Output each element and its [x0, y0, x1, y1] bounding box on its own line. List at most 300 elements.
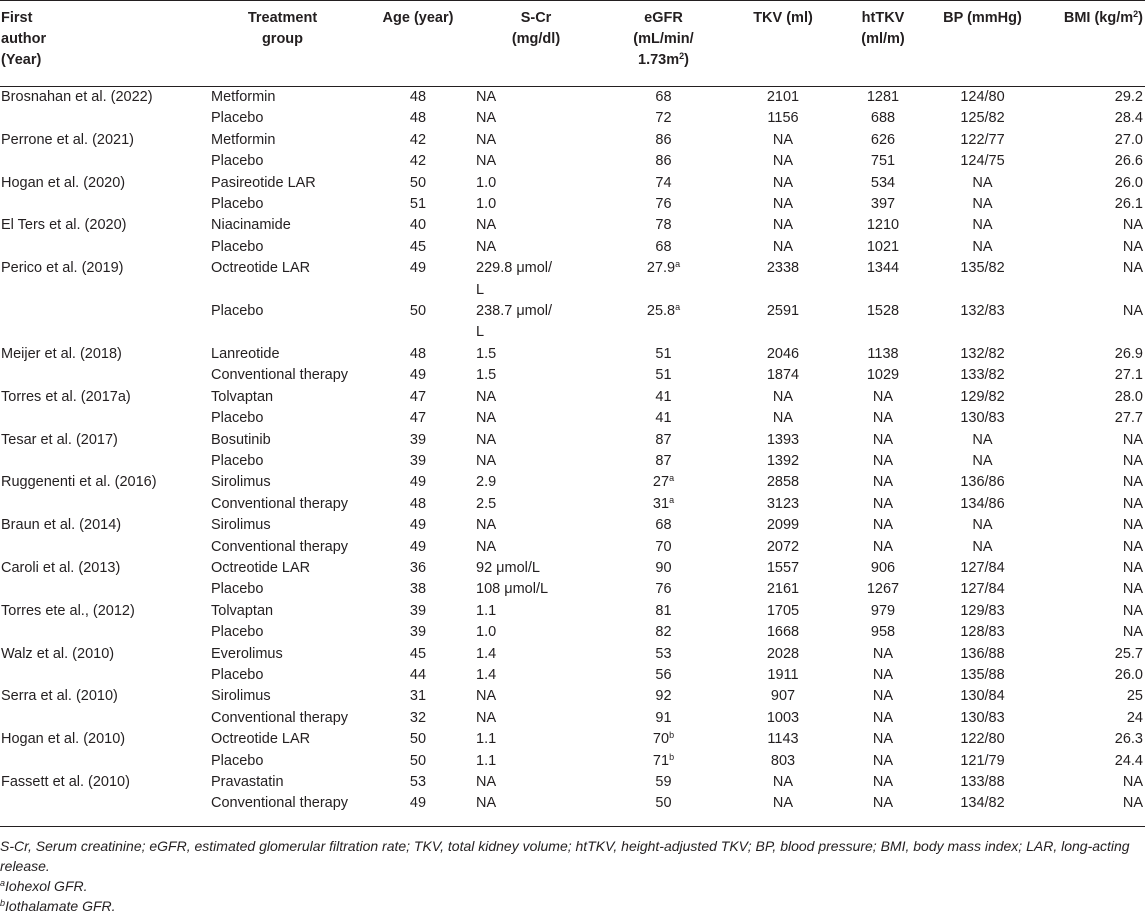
cell-bmi: 28.0 — [1114, 388, 1143, 405]
cell-egfr: 25.8$^a$ — [646, 302, 681, 320]
cell-author: Fassett et al. (2010) — [1, 774, 130, 790]
cell-author: Braun et al. (2014) — [1, 517, 122, 534]
cell-author — [0, 708, 200, 729]
footnote-a: $^a$Iohexol GFR. — [0, 878, 88, 894]
cell-bp: NA — [972, 538, 993, 555]
cell-tkv: NA — [772, 217, 794, 234]
cell-age: 38 — [409, 581, 427, 598]
cell-egfr: 86 — [655, 131, 672, 148]
footnote-marker: b — [669, 730, 675, 741]
cell-egfr: 51 — [655, 367, 672, 384]
cell-egfr: 72 — [655, 110, 672, 127]
cell-tkv: NA — [772, 388, 794, 405]
cell-bmi: NA — [1122, 602, 1143, 619]
cell-scr: NA — [476, 517, 497, 534]
table-row — [0, 237, 1145, 258]
table-row — [0, 558, 1145, 579]
cell-bmi: NA — [1122, 303, 1143, 320]
cell-bp: 135/82 — [960, 260, 1005, 277]
cell-scr: 1.5 — [476, 367, 497, 384]
cell-bp: 124/75 — [960, 153, 1005, 170]
cell-treatment-group: Placebo — [211, 666, 264, 683]
cell-treatment-group: Placebo — [211, 196, 264, 213]
cell-author: Serra et al. (2010) — [1, 688, 118, 705]
cell-scr: NA — [476, 431, 497, 448]
cell-egfr: 27.9$^a$ — [646, 259, 681, 277]
cell-bp: NA — [972, 174, 993, 191]
cell-httkv: NA — [872, 474, 894, 491]
table-row — [0, 751, 1145, 772]
cell-scr: 1.0 — [476, 624, 497, 641]
table-row — [0, 301, 1145, 344]
cell-treatment-group: Placebo — [211, 238, 264, 255]
cell-treatment-group: Pasireotide LAR — [211, 174, 316, 191]
cell-treatment-group: Conventional therapy — [211, 367, 349, 384]
table-row — [0, 173, 1145, 194]
cell-bmi: 25.7 — [1114, 645, 1143, 662]
cell-egfr: 81 — [655, 602, 672, 619]
cell-bmi: NA — [1122, 795, 1143, 812]
cell-scr: NA — [476, 688, 497, 705]
cell-bmi: NA — [1122, 624, 1143, 641]
cell-treatment-group: Octreotide LAR — [211, 559, 311, 576]
cell-scr: NA — [476, 795, 497, 812]
cell-author: Torres et al. (2017a) — [1, 388, 131, 405]
footnote-marker: a — [669, 494, 675, 505]
cell-bmi: 27.0 — [1114, 131, 1143, 148]
cell-httkv: 1344 — [866, 260, 900, 277]
cell-egfr: 56 — [655, 666, 672, 683]
cell-treatment-group: Placebo — [211, 153, 264, 170]
cell-egfr: 70$^b$ — [652, 730, 675, 748]
cell-scr: NA — [476, 131, 497, 148]
cell-egfr: 50 — [655, 795, 672, 812]
cell-author — [0, 793, 200, 814]
cell-treatment-group: Octreotide LAR — [211, 731, 311, 748]
cell-httkv: NA — [872, 774, 894, 790]
cell-author: Brosnahan et al. (2022) — [1, 89, 153, 105]
cell-bp: 129/83 — [960, 602, 1005, 619]
table-row — [0, 215, 1145, 236]
cell-age: 48 — [409, 495, 427, 512]
cell-author: Hogan et al. (2020) — [1, 174, 126, 191]
cell-author — [0, 151, 200, 172]
cell-tkv: 1668 — [766, 624, 800, 641]
cell-treatment-group: Placebo — [211, 752, 264, 769]
cell-httkv: 1029 — [866, 367, 900, 384]
cell-scr: 238.7 μmol/ L — [476, 303, 553, 341]
cell-author: Perrone et al. (2021) — [1, 131, 134, 148]
table-row — [0, 793, 1145, 814]
cell-httkv: NA — [872, 666, 894, 683]
cell-egfr: 78 — [655, 217, 672, 234]
cell-bmi: NA — [1122, 474, 1143, 491]
cell-scr: 1.4 — [476, 645, 497, 662]
cell-httkv: 1281 — [866, 89, 900, 105]
cell-bp: NA — [972, 196, 993, 213]
footnote-marker: a — [675, 259, 681, 270]
cell-egfr: 27$^a$ — [652, 473, 675, 491]
cell-httkv: NA — [872, 731, 894, 748]
cell-bp: 132/83 — [960, 303, 1005, 320]
cell-httkv: 1138 — [867, 345, 899, 362]
cell-tkv: NA — [772, 238, 794, 255]
cell-scr: 1.1 — [476, 752, 497, 769]
cell-scr: 108 μmol/L — [476, 581, 549, 598]
cell-author — [0, 408, 200, 429]
cell-scr: 1.0 — [476, 174, 497, 191]
cell-tkv: 1705 — [766, 602, 800, 619]
cell-treatment-group: Conventional therapy — [211, 795, 349, 812]
cell-egfr: 31$^a$ — [652, 494, 675, 512]
cell-treatment-group: Sirolimus — [211, 688, 271, 705]
cell-bp: NA — [972, 238, 993, 255]
col-header-scr: S-Cr (mg/dl) — [511, 10, 561, 47]
header-row — [0, 0, 1145, 87]
table-row — [0, 408, 1145, 429]
footnote-marker: b — [669, 751, 675, 762]
table-row — [0, 87, 1145, 108]
cell-author — [0, 108, 200, 129]
cell-bmi: NA — [1122, 238, 1143, 255]
cell-bmi: 24.4 — [1114, 752, 1143, 769]
cell-author — [0, 665, 200, 686]
cell-bmi: NA — [1122, 581, 1143, 598]
cell-age: 39 — [409, 602, 427, 619]
cell-scr: NA — [476, 538, 497, 555]
cell-tkv: 1874 — [766, 367, 800, 384]
col-header-age: Age (year) — [382, 10, 454, 26]
cell-tkv: 1156 — [767, 110, 799, 127]
cell-bmi: 26.1 — [1114, 196, 1143, 213]
table-row — [0, 644, 1145, 665]
cell-treatment-group: Tolvaptan — [211, 602, 274, 619]
cell-tkv: 1393 — [766, 431, 800, 448]
cell-treatment-group: Sirolimus — [211, 517, 271, 534]
cell-bmi: 27.1 — [1114, 367, 1143, 384]
cell-bp: 130/83 — [960, 709, 1005, 726]
cell-author — [0, 751, 200, 772]
cell-tkv: 2161 — [766, 581, 800, 598]
cell-author: Ruggenenti et al. (2016) — [1, 474, 157, 491]
cell-bmi: 29.2 — [1114, 89, 1143, 105]
cell-scr: NA — [476, 217, 497, 234]
cell-httkv: 906 — [870, 559, 896, 576]
cell-age: 51 — [409, 196, 427, 213]
cell-tkv: NA — [772, 153, 794, 170]
cell-bp: 125/82 — [960, 110, 1005, 127]
cell-bp: 121/79 — [960, 752, 1005, 769]
table-row — [0, 686, 1145, 707]
col-header-group: Treatment group — [247, 10, 318, 47]
cell-scr: NA — [476, 153, 497, 170]
cell-bmi: 26.0 — [1114, 666, 1143, 683]
cell-httkv: NA — [872, 688, 894, 705]
cell-egfr: 51 — [655, 345, 672, 362]
cell-age: 48 — [409, 345, 427, 362]
cell-egfr: 74 — [655, 174, 672, 191]
cell-tkv: 2028 — [766, 645, 800, 662]
cell-bmi: 26.9 — [1114, 345, 1143, 362]
cell-bp: 133/88 — [960, 774, 1005, 790]
cell-egfr: 59 — [655, 774, 672, 790]
cell-egfr: 68 — [655, 517, 672, 534]
footnote-b: $^b$Iothalamate GFR. — [0, 898, 116, 914]
cell-httkv: NA — [872, 795, 894, 812]
cell-age: 39 — [409, 452, 427, 469]
cell-bp: 134/86 — [960, 495, 1005, 512]
cell-tkv: NA — [772, 196, 794, 213]
cell-tkv: 803 — [770, 752, 796, 769]
cell-treatment-group: Placebo — [211, 110, 264, 127]
cell-tkv: 2072 — [766, 538, 800, 555]
cell-treatment-group: Placebo — [211, 624, 264, 641]
cell-treatment-group: Conventional therapy — [211, 538, 349, 555]
cell-scr: 1.0 — [476, 196, 497, 213]
cell-age: 47 — [409, 410, 427, 427]
abbreviations-note: S-Cr, Serum creatinine; eGFR, estimated glomerular filtration rate; TKV, total kidney volume; htTKV, height-adjusted TKV; BP, blood pressure; BMI, body mass index; LAR, long-acting release. — [0, 838, 1130, 874]
cell-bmi: NA — [1122, 517, 1143, 534]
cell-age: 31 — [409, 688, 427, 705]
cell-scr: 229.8 μmol/ L — [476, 260, 553, 298]
cell-age: 32 — [409, 709, 427, 726]
table-row — [0, 151, 1145, 172]
table-row — [0, 622, 1145, 643]
cell-bp: 129/82 — [960, 388, 1005, 405]
cell-httkv: 1210 — [866, 217, 900, 234]
table-row — [0, 430, 1145, 451]
cell-scr: NA — [476, 89, 497, 105]
cell-egfr: 82 — [655, 624, 672, 641]
cell-bmi: NA — [1122, 774, 1143, 790]
cell-bp: NA — [972, 217, 993, 234]
cell-age: 40 — [409, 217, 427, 234]
table-row — [0, 130, 1145, 151]
footnote-marker: a — [675, 302, 681, 313]
cell-egfr: 87 — [655, 452, 672, 469]
cell-tkv: 1392 — [766, 452, 800, 469]
cell-egfr: 68 — [655, 238, 672, 255]
cell-tkv: 2099 — [766, 517, 800, 534]
cell-scr: 2.5 — [476, 495, 497, 512]
cell-age: 39 — [409, 624, 427, 641]
cell-age: 50 — [409, 174, 427, 191]
cell-tkv: 2101 — [766, 89, 800, 105]
col-header-author: First author (Year) — [1, 10, 47, 68]
cell-treatment-group: Metformin — [211, 131, 276, 148]
cell-bp: 136/86 — [960, 474, 1005, 491]
cell-age: 49 — [409, 795, 427, 812]
cell-bmi: 27.7 — [1114, 410, 1143, 427]
cell-httkv: 626 — [870, 131, 896, 148]
cell-age: 42 — [409, 131, 427, 148]
cell-age: 49 — [409, 474, 427, 491]
cell-tkv: NA — [772, 774, 794, 790]
col-header-tkv: TKV (ml) — [753, 10, 813, 26]
cell-egfr: 87 — [655, 431, 672, 448]
cell-age: 45 — [409, 645, 427, 662]
cell-scr: NA — [476, 388, 497, 405]
cell-treatment-group: Placebo — [211, 303, 264, 320]
cell-treatment-group: Lanreotide — [211, 345, 280, 362]
cell-age: 48 — [409, 89, 427, 105]
cell-author: El Ters et al. (2020) — [1, 217, 127, 234]
cell-treatment-group: Tolvaptan — [211, 388, 274, 405]
cell-age: 49 — [409, 260, 427, 277]
cell-bp: NA — [972, 517, 993, 534]
cell-tkv: 1143 — [767, 731, 799, 748]
cell-bmi: NA — [1122, 452, 1143, 469]
cell-bp: 132/82 — [960, 345, 1005, 362]
cell-age: 45 — [409, 238, 427, 255]
cell-age: 49 — [409, 517, 427, 534]
table-row — [0, 601, 1145, 622]
cell-httkv: NA — [872, 538, 894, 555]
cell-httkv: NA — [872, 645, 894, 662]
cell-egfr: 91 — [655, 709, 672, 726]
cell-bmi: NA — [1122, 431, 1143, 448]
cell-bmi: NA — [1122, 217, 1143, 234]
table-row — [0, 344, 1145, 365]
cell-httkv: 1528 — [866, 303, 900, 320]
cell-age: 36 — [409, 559, 427, 576]
cell-tkv: NA — [772, 131, 794, 148]
cell-bmi: NA — [1122, 495, 1143, 512]
cell-httkv: NA — [872, 410, 894, 427]
cell-bp: 136/88 — [960, 645, 1005, 662]
cell-treatment-group: Octreotide LAR — [211, 260, 311, 277]
cell-scr: NA — [476, 774, 497, 790]
cell-tkv: 2338 — [766, 260, 800, 277]
cell-age: 50 — [409, 303, 427, 320]
cell-bp: 122/77 — [960, 131, 1005, 148]
cell-tkv: NA — [772, 174, 794, 191]
cell-author: Walz et al. (2010) — [1, 645, 115, 662]
cell-tkv: 2858 — [766, 474, 800, 491]
cell-httkv: 1021 — [866, 238, 900, 255]
table-row — [0, 365, 1145, 386]
cell-bmi: NA — [1122, 260, 1143, 277]
cell-httkv: 688 — [870, 110, 896, 127]
cell-bp: NA — [972, 431, 993, 448]
cell-tkv: 1003 — [766, 709, 800, 726]
cell-author — [0, 365, 200, 386]
cell-bmi: NA — [1122, 538, 1143, 555]
cell-httkv: NA — [872, 517, 894, 534]
table-row — [0, 665, 1145, 686]
table-body — [0, 87, 1145, 815]
cell-age: 42 — [409, 153, 427, 170]
cell-author — [0, 494, 200, 515]
cell-bp: 127/84 — [960, 559, 1005, 576]
table-row — [0, 772, 1145, 793]
cell-egfr: 76 — [655, 196, 672, 213]
cell-scr: NA — [476, 110, 497, 127]
cell-bmi: NA — [1122, 559, 1143, 576]
table-footnotes — [0, 836, 1140, 916]
cell-age: 49 — [409, 538, 427, 555]
cell-bmi: 26.6 — [1114, 153, 1143, 170]
cell-scr: 1.1 — [476, 731, 497, 748]
table-row — [0, 472, 1145, 493]
cell-author: Meijer et al. (2018) — [1, 345, 122, 362]
cell-age: 48 — [409, 110, 427, 127]
cell-age: 47 — [409, 388, 427, 405]
cell-bp: 133/82 — [960, 367, 1005, 384]
col-header-httkv: htTKV (ml/m) — [861, 10, 905, 47]
cell-bmi: 28.4 — [1114, 110, 1143, 127]
cell-author — [0, 237, 200, 258]
cell-httkv: 751 — [870, 153, 896, 170]
cell-tkv: 2046 — [766, 345, 800, 362]
cell-author: Perico et al. (2019) — [1, 260, 124, 277]
cell-scr: 1.5 — [476, 345, 497, 362]
cell-treatment-group: Niacinamide — [211, 217, 291, 234]
footnote-marker: a — [669, 473, 675, 484]
cell-treatment-group: Placebo — [211, 452, 264, 469]
cell-author — [0, 622, 200, 643]
cell-scr: 92 μmol/L — [476, 559, 540, 576]
cell-author: Caroli et al. (2013) — [1, 559, 121, 576]
cell-egfr: 68 — [655, 89, 672, 105]
cell-bmi: 26.3 — [1114, 731, 1143, 748]
cell-author: Torres ete al., (2012) — [1, 602, 135, 619]
cell-age: 49 — [409, 367, 427, 384]
cell-age: 53 — [409, 774, 427, 790]
cell-tkv: 1557 — [766, 559, 800, 576]
cell-tkv: 3123 — [766, 495, 800, 512]
bottom-rule — [0, 826, 1145, 827]
table-row — [0, 194, 1145, 215]
cell-treatment-group: Metformin — [211, 89, 276, 105]
col-header-bp: BP (mmHg) — [943, 10, 1022, 26]
cell-tkv: 907 — [770, 688, 796, 705]
cell-scr: NA — [476, 410, 497, 427]
cell-egfr: 70 — [655, 538, 672, 555]
cell-httkv: NA — [872, 452, 894, 469]
table-row — [0, 708, 1145, 729]
cell-author: Tesar et al. (2017) — [1, 431, 118, 448]
cell-bmi: 25 — [1126, 688, 1143, 705]
cell-bp: NA — [972, 452, 993, 469]
cell-scr: 1.4 — [476, 666, 497, 683]
table-row — [0, 451, 1145, 472]
cell-bp: 124/80 — [960, 89, 1005, 105]
cell-author — [0, 301, 200, 344]
cell-egfr: 41 — [655, 388, 672, 405]
cell-treatment-group: Pravastatin — [211, 774, 284, 790]
cell-bp: 130/83 — [960, 410, 1005, 427]
cell-treatment-group: Bosutinib — [211, 431, 271, 448]
table-row — [0, 515, 1145, 536]
cell-tkv: NA — [772, 410, 794, 427]
cell-egfr: 76 — [655, 581, 672, 598]
table-row — [0, 258, 1145, 301]
cell-treatment-group: Conventional therapy — [211, 709, 349, 726]
cell-httkv: 534 — [870, 174, 896, 191]
cell-age: 44 — [409, 666, 427, 683]
cell-author — [0, 451, 200, 472]
table-row — [0, 387, 1145, 408]
cell-bmi: 26.0 — [1114, 174, 1143, 191]
col-header-bmi: BMI $(kg/m^2)$ — [1063, 9, 1143, 26]
cell-age: 50 — [409, 731, 427, 748]
cell-bp: 128/83 — [960, 624, 1005, 641]
cell-httkv: 1267 — [866, 581, 900, 598]
cell-age: 50 — [409, 752, 427, 769]
cell-httkv: 979 — [870, 602, 896, 619]
cell-scr: NA — [476, 452, 497, 469]
